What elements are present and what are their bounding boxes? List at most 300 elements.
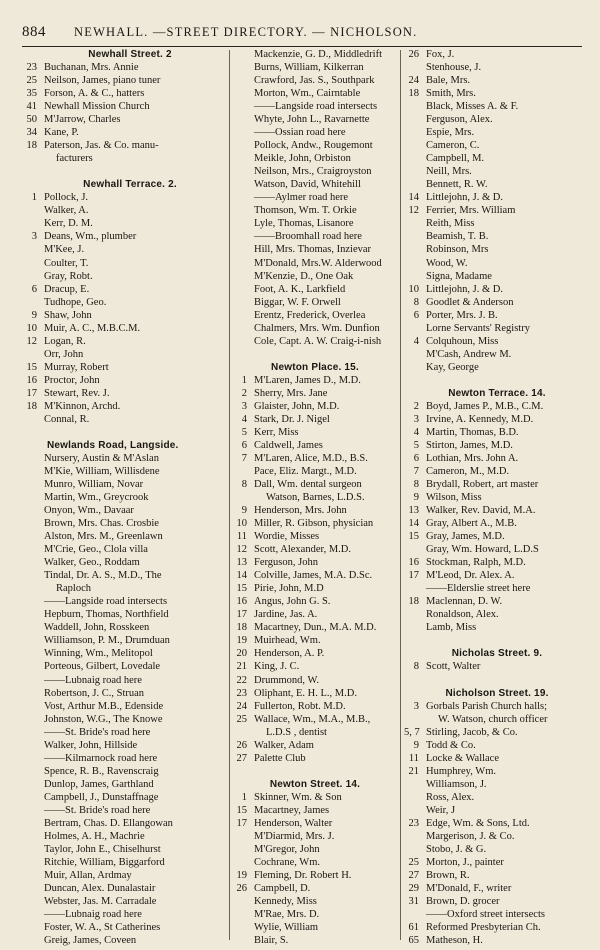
house-number: 6 xyxy=(413,309,419,321)
directory-entry xyxy=(232,713,398,726)
entry-text: Spence, R. B., Ravenscraig xyxy=(44,765,159,777)
house-number: 4 xyxy=(413,335,419,347)
directory-entry xyxy=(232,74,398,87)
house-number: 15 xyxy=(408,531,419,543)
house-number xyxy=(22,647,44,660)
directory-entry xyxy=(404,309,590,322)
entry-text: Kay, George xyxy=(426,361,479,373)
directory-entry xyxy=(232,556,398,569)
directory-entry xyxy=(404,230,590,243)
directory-entry xyxy=(404,257,590,270)
cross-street-marker xyxy=(232,100,398,113)
entry-text: M'Crie, Geo., Clola villa xyxy=(44,544,148,556)
entry-text: Tindal, Dr. A. S., M.D., The xyxy=(44,570,162,582)
directory-entry xyxy=(22,126,238,139)
entry-text: Henderson, Walter xyxy=(254,817,333,829)
directory-entry xyxy=(232,270,398,283)
directory-entry xyxy=(404,465,590,478)
house-number: 2 xyxy=(241,387,247,399)
directory-entry xyxy=(232,283,398,296)
entry-text: ——Ossian road here xyxy=(254,127,346,139)
house-number xyxy=(22,217,44,230)
directory-entry xyxy=(22,230,238,243)
street-heading: Newton Terrace. 14. xyxy=(448,387,546,399)
house-number xyxy=(22,660,44,673)
entry-text: Scott, Walter xyxy=(426,661,481,673)
entry-text: Taylor, John E., Chiselhurst xyxy=(44,843,161,855)
entry-text: Orr, John xyxy=(44,348,84,360)
house-number xyxy=(22,243,44,256)
directory-entry xyxy=(404,791,590,804)
entry-text: M'Kie, William, Willisdene xyxy=(44,466,160,477)
house-number: 18 xyxy=(236,622,247,634)
entry-text: W. Watson, church officer xyxy=(438,713,548,725)
entry-text: Humphrey, Wm. xyxy=(426,765,496,777)
house-number xyxy=(22,257,44,270)
directory-entry xyxy=(232,817,398,830)
house-number xyxy=(22,204,44,217)
directory-entry xyxy=(232,700,398,713)
entry-text: Bale, Mrs. xyxy=(426,75,471,87)
directory-entry xyxy=(232,257,398,270)
house-number xyxy=(232,908,254,921)
directory-entry xyxy=(22,400,238,413)
house-number xyxy=(404,230,426,243)
directory-entry xyxy=(404,713,590,726)
column-divider xyxy=(400,50,401,940)
directory-entry xyxy=(404,843,590,856)
entry-text: Ferguson, John xyxy=(254,557,318,569)
entry-text: Colquhoun, Miss xyxy=(426,335,499,347)
entry-text: Beamish, T. B. xyxy=(426,231,489,243)
entry-text: Reformed Presbyterian Ch. xyxy=(426,922,541,934)
directory-entry xyxy=(232,830,398,843)
house-number xyxy=(232,283,254,296)
spacer xyxy=(232,765,398,778)
house-number: 27 xyxy=(408,869,419,881)
street-heading: Nicholson Street. 19. xyxy=(445,687,549,699)
entry-text: Cochrane, Wm. xyxy=(254,856,320,868)
house-number xyxy=(404,165,426,178)
entry-text: Robertson, J. C., Struan xyxy=(44,687,145,699)
house-number: 15 xyxy=(26,361,37,373)
directory-entry xyxy=(232,439,398,452)
house-number: 3 xyxy=(241,400,247,412)
directory-entry xyxy=(22,361,238,374)
spacer xyxy=(404,374,590,387)
directory-entry xyxy=(22,700,238,713)
entry-text: Vost, Arthur M.B., Edenside xyxy=(44,700,164,712)
directory-entry xyxy=(232,413,398,426)
house-number xyxy=(22,478,44,491)
entry-text: Todd & Co. xyxy=(426,739,476,751)
directory-entry xyxy=(22,191,238,204)
house-number: 8 xyxy=(241,479,247,491)
directory-entry xyxy=(22,348,238,361)
directory-entry xyxy=(232,178,398,191)
directory-entry xyxy=(404,243,590,256)
house-number: 4 xyxy=(241,413,247,425)
house-number xyxy=(22,296,44,309)
entry-text: Bertram, Chas. D. Ellangowan xyxy=(44,817,173,829)
entry-text: Morton, J., painter xyxy=(426,856,504,868)
directory-entry xyxy=(22,413,238,426)
directory-entry xyxy=(22,152,238,165)
entry-text: Hill, Mrs. Thomas, Inzievar xyxy=(254,244,372,256)
directory-entry xyxy=(404,165,590,178)
directory-entry xyxy=(404,322,590,335)
entry-text: M'Leod, Dr. Alex. A. xyxy=(426,570,515,582)
entry-text: Erentz, Frederick, Overlea xyxy=(254,309,366,321)
house-number xyxy=(404,61,426,74)
entry-text: Nursery, Austin & M'Aslan xyxy=(44,452,159,464)
entry-text: King, J. C. xyxy=(254,661,300,673)
entry-text: Ronaldson, Alex. xyxy=(426,609,499,621)
entry-text: Oliphant, E. H. L., M.D. xyxy=(254,687,357,699)
house-number: 24 xyxy=(408,75,419,87)
entry-text: Caldwell, James xyxy=(254,439,323,451)
entry-text: Johnston, W.G., The Knowe xyxy=(44,713,163,725)
directory-entry xyxy=(404,595,590,608)
house-number xyxy=(404,778,426,791)
entry-text: Black, Misses A. & F. xyxy=(426,101,519,113)
house-number: 10 xyxy=(408,283,419,295)
directory-entry xyxy=(232,87,398,100)
directory-entry xyxy=(404,869,590,882)
entry-text: ——Broomhall road here xyxy=(254,231,362,243)
house-number: 21 xyxy=(408,765,419,777)
house-number xyxy=(22,765,44,778)
house-number xyxy=(404,543,426,556)
entry-text: Burns, William, Kilkerran xyxy=(254,62,364,74)
house-number: 13 xyxy=(408,505,419,517)
entry-text: Kane, P. xyxy=(44,127,79,139)
house-number: 16 xyxy=(408,557,419,569)
entry-text: Locke & Wallace xyxy=(426,752,500,764)
house-number xyxy=(232,100,254,113)
cross-street-marker xyxy=(404,908,590,921)
house-number: 5 xyxy=(413,439,419,451)
directory-entry xyxy=(22,113,238,126)
house-number: 9 xyxy=(413,492,419,504)
entry-text: ——St. Bride's road here xyxy=(44,804,151,816)
house-number: 23 xyxy=(26,62,37,74)
house-number xyxy=(404,178,426,191)
house-number xyxy=(22,674,44,687)
house-number xyxy=(22,270,44,283)
entry-text: ——Oxford street intersects xyxy=(426,909,545,921)
entry-text: Hepburn, Thomas, Northfield xyxy=(44,609,169,621)
house-number xyxy=(22,856,44,869)
directory-entry xyxy=(404,270,590,283)
entry-text: Morton, Wm., Cairntable xyxy=(254,88,361,100)
directory-entry xyxy=(22,843,238,856)
entry-text: ——Elderslie street here xyxy=(426,583,531,595)
directory-entry xyxy=(22,765,238,778)
entry-text: Dracup, E. xyxy=(44,283,90,295)
house-number xyxy=(22,543,44,556)
house-number: 26 xyxy=(236,883,247,894)
directory-entry xyxy=(22,830,238,843)
entry-text: Espie, Mrs. xyxy=(426,127,475,139)
cross-street-marker xyxy=(232,230,398,243)
house-number xyxy=(232,296,254,309)
entry-text: Brown, Mrs. Chas. Crosbie xyxy=(44,518,159,530)
directory-entry xyxy=(404,804,590,817)
house-number xyxy=(22,595,44,608)
directory-entry xyxy=(232,426,398,439)
house-number xyxy=(232,48,254,61)
house-number xyxy=(232,934,254,947)
directory-entry xyxy=(404,608,590,621)
directory-entry xyxy=(404,283,590,296)
directory-entry xyxy=(404,361,590,374)
directory-entry xyxy=(232,152,398,165)
spacer xyxy=(22,165,238,178)
house-number xyxy=(232,921,254,934)
house-number xyxy=(22,491,44,504)
directory-entry xyxy=(404,778,590,791)
house-number xyxy=(404,126,426,139)
directory-entry xyxy=(404,856,590,869)
house-number xyxy=(404,804,426,817)
house-number xyxy=(22,830,44,843)
directory-entry xyxy=(404,61,590,74)
directory-entry xyxy=(232,387,398,400)
house-number xyxy=(232,726,254,739)
house-number xyxy=(404,113,426,126)
entry-text: Henderson, Mrs. John xyxy=(254,505,347,517)
directory-entry xyxy=(232,296,398,309)
entry-text: Henderson, A. P. xyxy=(254,648,325,660)
house-number xyxy=(404,908,426,921)
directory-entry xyxy=(22,243,238,256)
house-number xyxy=(404,139,426,152)
entry-text: Shaw, John xyxy=(44,309,92,321)
entry-text: Webster, Jas. M. Carradale xyxy=(44,896,157,908)
directory-entry xyxy=(232,217,398,230)
house-number xyxy=(232,165,254,178)
house-number xyxy=(22,739,44,752)
house-number: 24 xyxy=(236,700,247,712)
house-number xyxy=(404,257,426,270)
directory-entry xyxy=(404,191,590,204)
entry-text: Tudhope, Geo. xyxy=(44,296,107,308)
entry-text: Weir, J xyxy=(426,804,456,816)
entry-text: Cameron, C. xyxy=(426,140,480,152)
directory-entry xyxy=(404,126,590,139)
cross-street-marker xyxy=(22,595,238,608)
house-number: 14 xyxy=(408,518,419,530)
house-number: 1 xyxy=(31,192,37,204)
house-number xyxy=(232,139,254,152)
entry-text: facturers xyxy=(56,153,93,165)
house-number: 3 xyxy=(413,413,419,425)
house-number xyxy=(404,152,426,165)
directory-entry xyxy=(22,647,238,660)
entry-text: Miller, R. Gibson, physician xyxy=(254,518,374,530)
entry-text: Brown, R. xyxy=(426,869,470,881)
house-number: 31 xyxy=(408,896,419,908)
house-number: 12 xyxy=(408,205,419,217)
entry-text: Muir, Allan, Ardmay xyxy=(44,869,132,881)
entry-text: Ferguson, Alex. xyxy=(426,114,493,126)
house-number xyxy=(404,270,426,283)
directory-entry xyxy=(232,322,398,335)
directory-entry xyxy=(232,374,398,387)
entry-text: Pirie, John, M.D xyxy=(254,583,324,595)
header-rule xyxy=(22,46,582,47)
house-number xyxy=(232,230,254,243)
house-number xyxy=(232,309,254,322)
directory-entry xyxy=(22,517,238,530)
directory-entry xyxy=(22,608,238,621)
house-number: 6 xyxy=(241,439,247,451)
directory-entry xyxy=(232,674,398,687)
directory-entry xyxy=(232,752,398,765)
house-number: 10 xyxy=(26,322,37,334)
entry-text: Stockman, Ralph, M.D. xyxy=(426,557,526,569)
spacer xyxy=(404,674,590,687)
house-number xyxy=(232,74,254,87)
spacer xyxy=(22,426,238,439)
entry-text: Raploch xyxy=(56,583,91,595)
directory-entry xyxy=(232,726,398,739)
house-number xyxy=(232,491,254,504)
entry-text: M'Diarmid, Mrs. J. xyxy=(254,830,335,842)
house-number xyxy=(22,895,44,908)
directory-entry xyxy=(232,61,398,74)
entry-text: Kennedy, Miss xyxy=(254,896,317,908)
running-head: NEWHALL. —STREET DIRECTORY. — NICHOLSON. xyxy=(74,25,418,39)
directory-entry xyxy=(404,895,590,908)
house-number xyxy=(22,934,44,947)
directory-entry xyxy=(232,739,398,752)
house-number xyxy=(22,465,44,478)
house-number xyxy=(22,700,44,713)
house-number: 1 xyxy=(241,791,247,803)
house-number: 1 xyxy=(241,374,247,386)
entry-text: Ritchie, William, Biggarford xyxy=(44,856,165,868)
directory-entry xyxy=(404,726,590,739)
directory-entry xyxy=(232,582,398,595)
entry-text: Foot, A. K., Larkfield xyxy=(254,283,346,295)
directory-entry xyxy=(404,178,590,191)
entry-text: Campbell, J., Dunstaffnage xyxy=(44,791,159,803)
directory-entry xyxy=(404,426,590,439)
directory-entry xyxy=(404,543,590,556)
entry-text: Reith, Miss xyxy=(426,218,475,230)
house-number: 25 xyxy=(236,713,247,725)
directory-entry xyxy=(404,921,590,934)
entry-text: Newhall Mission Church xyxy=(44,101,150,113)
house-number: 23 xyxy=(236,687,247,699)
house-number xyxy=(404,621,426,634)
entry-text: Campbell, D. xyxy=(254,883,311,894)
house-number xyxy=(22,908,44,921)
directory-entry xyxy=(232,243,398,256)
entry-text: M'Rae, Mrs. D. xyxy=(254,909,320,921)
house-number xyxy=(232,113,254,126)
house-number: 15 xyxy=(236,583,247,595)
directory-entry xyxy=(232,843,398,856)
entry-text: Stenhouse, J. xyxy=(426,62,482,74)
entry-text: Muir, A. C., M.B.C.M. xyxy=(44,322,141,334)
house-number: 21 xyxy=(236,661,247,673)
directory-entry xyxy=(232,48,398,61)
entry-text: M'Gregor, John xyxy=(254,843,320,855)
entry-text: Dall, Wm. dental surgeon xyxy=(254,479,362,491)
entry-text: Winning, Wm., Melitopol xyxy=(44,648,153,660)
directory-entry xyxy=(232,335,398,348)
directory-entry xyxy=(22,621,238,634)
directory-entry xyxy=(22,556,238,569)
entry-text: Stirling, Jacob, & Co. xyxy=(426,726,518,738)
house-number: 35 xyxy=(26,88,37,100)
house-number: 10 xyxy=(236,518,247,530)
entry-text: Lamb, Miss xyxy=(426,622,477,634)
street-heading: Newhall Terrace. 2. xyxy=(83,179,177,191)
house-number xyxy=(22,152,44,165)
cross-street-marker xyxy=(22,726,238,739)
entry-text: Littlejohn, J. & D. xyxy=(426,192,503,204)
directory-entry xyxy=(22,478,238,491)
house-number: 20 xyxy=(236,648,247,660)
entry-text: Mackenzie, G. D., Middledrift xyxy=(254,49,383,60)
spacer xyxy=(232,348,398,361)
house-number: 17 xyxy=(408,570,419,582)
house-number xyxy=(22,778,44,791)
directory-entry xyxy=(22,100,238,113)
house-number: 18 xyxy=(408,88,419,100)
house-number: 3 xyxy=(31,231,37,243)
house-number xyxy=(232,335,254,348)
directory-entry xyxy=(404,830,590,843)
house-number xyxy=(404,582,426,595)
entry-text: Walker, Geo., Roddam xyxy=(44,557,140,569)
page-number: 884 xyxy=(22,24,46,40)
entry-text: Lothian, Mrs. John A. xyxy=(426,452,519,464)
column-2 xyxy=(232,48,398,947)
house-number: 17 xyxy=(26,387,37,399)
entry-text: Watson, David, Whitehill xyxy=(254,179,361,191)
house-number: 25 xyxy=(408,856,419,868)
cross-street-marker xyxy=(232,126,398,139)
directory-entry xyxy=(22,569,238,582)
entry-text: Stirton, James, M.D. xyxy=(426,439,513,451)
house-number xyxy=(22,556,44,569)
house-number xyxy=(22,634,44,647)
entry-text: Colville, James, M.A. D.Sc. xyxy=(254,570,373,582)
house-number xyxy=(22,621,44,634)
cross-street-marker xyxy=(232,191,398,204)
entry-text: Campbell, M. xyxy=(426,153,485,165)
entry-text: Kerr, D. M. xyxy=(44,218,93,230)
directory-entry xyxy=(22,543,238,556)
entry-text: ——Aylmer road here xyxy=(254,192,349,204)
directory-entry xyxy=(404,504,590,517)
entry-text: Angus, John G. S. xyxy=(254,596,331,608)
entry-text: M'Cash, Andrew M. xyxy=(426,348,512,360)
directory-entry xyxy=(404,700,590,713)
entry-text: Watson, Barnes, L.D.S. xyxy=(266,492,365,504)
house-number xyxy=(22,569,44,582)
house-number xyxy=(404,713,426,726)
directory-entry xyxy=(22,452,238,465)
house-number xyxy=(232,322,254,335)
directory-entry xyxy=(232,869,398,882)
house-number xyxy=(22,582,44,595)
